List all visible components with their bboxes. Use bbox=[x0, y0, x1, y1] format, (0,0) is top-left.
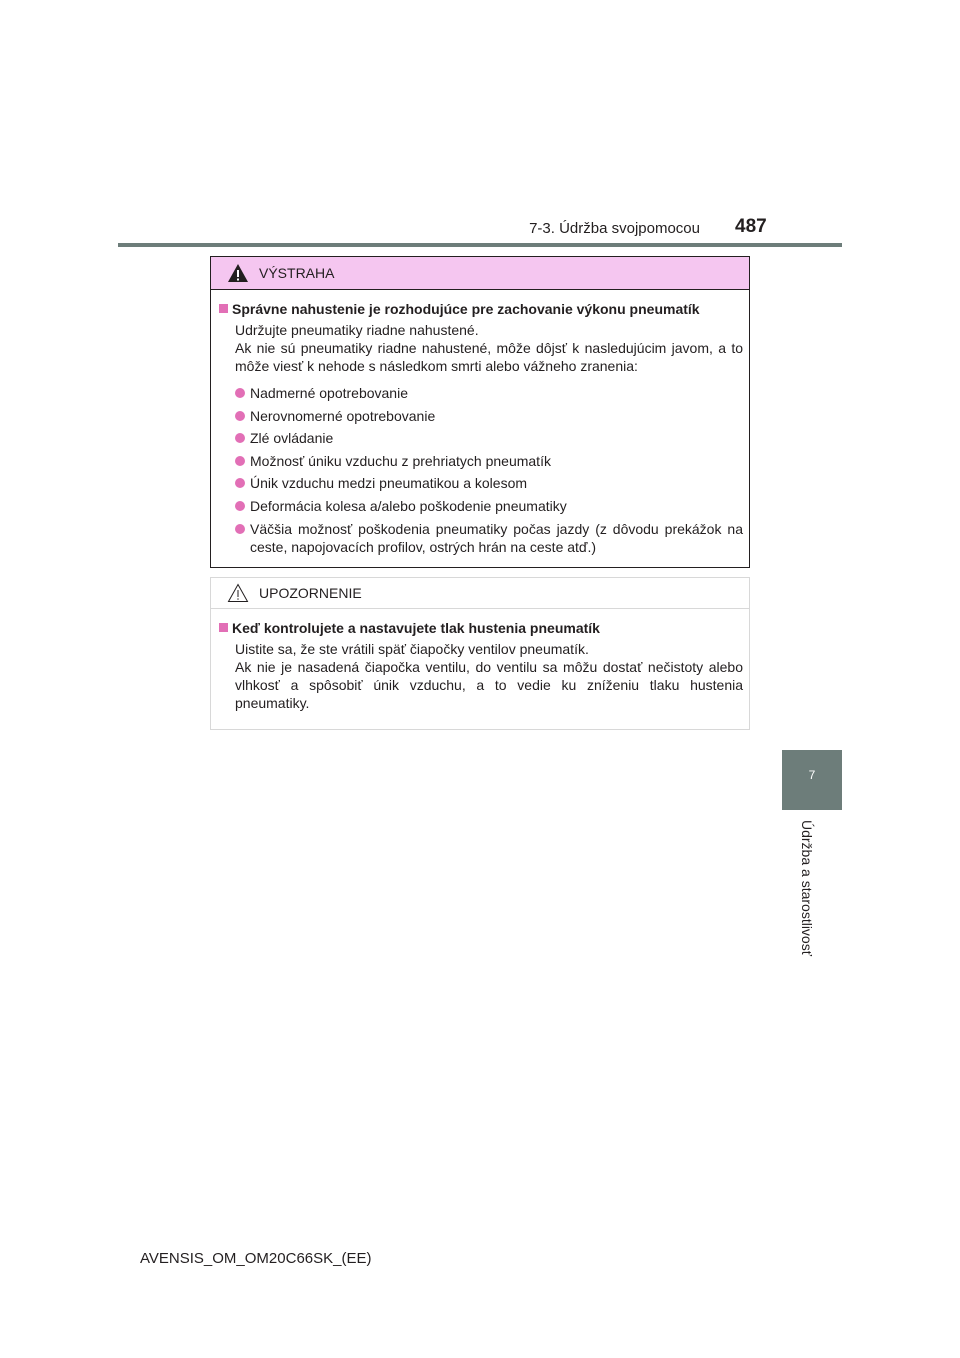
caution-heading-text: Keď kontrolujete a nastavujete tlak hustenia pneumatík bbox=[232, 620, 600, 636]
header-rule bbox=[118, 243, 842, 247]
caution-header bbox=[211, 578, 749, 609]
square-bullet-icon bbox=[219, 623, 228, 632]
warning-bullet-list bbox=[217, 384, 743, 556]
page-number: 487 bbox=[735, 216, 767, 237]
square-bullet-icon bbox=[219, 304, 228, 313]
bullet-dot-icon bbox=[235, 524, 245, 534]
bullet-dot-icon bbox=[235, 501, 245, 511]
caution-para-2: Ak nie je nasadená čiapočka ventilu, do ventilu sa môžu dostať nečistoty alebo vlhkosť a spôsobiť únik vzduchu, a to vedie ku zníženiu tlaku hustenia pneumatiky. bbox=[235, 659, 743, 711]
list-item: Nerovnomerné opotrebovanie bbox=[217, 407, 743, 425]
bullet-dot-icon bbox=[235, 388, 245, 398]
warning-para-1: Udržujte pneumatiky riadne nahustené. bbox=[235, 322, 479, 338]
list-item: Možnosť úniku vzduchu z prehriatych pneumatík bbox=[217, 452, 743, 470]
warning-heading bbox=[217, 300, 743, 318]
warning-heading-text: Správne nahustenie je rozhodujúce pre zachovanie výkonu pneumatík bbox=[232, 301, 700, 317]
chapter-title: Údržba a starostlivosť bbox=[799, 820, 815, 956]
warning-label: VÝSTRAHA bbox=[259, 265, 335, 281]
list-item: Deformácia kolesa a/alebo poškodenie pneumatiky bbox=[217, 497, 743, 515]
document-code: AVENSIS_OM_OM20C66SK_(EE) bbox=[140, 1250, 372, 1267]
caution-heading bbox=[217, 619, 743, 637]
list-item: Nadmerné opotrebovanie bbox=[217, 384, 743, 402]
bullet-dot-icon bbox=[235, 456, 245, 466]
warning-header bbox=[211, 257, 749, 290]
bullet-dot-icon bbox=[235, 478, 245, 488]
list-item: Väčšia možnosť poškodenia pneumatiky počas jazdy (z dôvodu prekážok na ceste, napojovacích profilov, ostrých hrán na ceste atď.) bbox=[217, 520, 743, 556]
list-item: Únik vzduchu medzi pneumatikou a kolesom bbox=[217, 474, 743, 492]
warning-box bbox=[210, 256, 750, 568]
caution-box bbox=[210, 577, 750, 730]
caution-label: UPOZORNENIE bbox=[259, 585, 362, 601]
caution-para-1: Uistite sa, že ste vrátili späť čiapočky ventilov pneumatík. bbox=[235, 641, 589, 657]
chapter-tab bbox=[782, 750, 842, 810]
list-item: Zlé ovládanie bbox=[217, 429, 743, 447]
warning-para-2: Ak nie sú pneumatiky riadne nahustené, môže dôjsť k nasledujúcim javom, a to môže viesť k nehode s následkom smrti alebo vážneho zranenia: bbox=[235, 340, 743, 374]
warning-triangle-icon bbox=[227, 263, 249, 283]
section-title: 7-3. Údržba svojpomocou bbox=[529, 220, 700, 237]
bullet-dot-icon bbox=[235, 411, 245, 421]
caution-triangle-icon bbox=[227, 583, 249, 603]
chapter-number: 7 bbox=[808, 768, 816, 782]
bullet-dot-icon bbox=[235, 433, 245, 443]
